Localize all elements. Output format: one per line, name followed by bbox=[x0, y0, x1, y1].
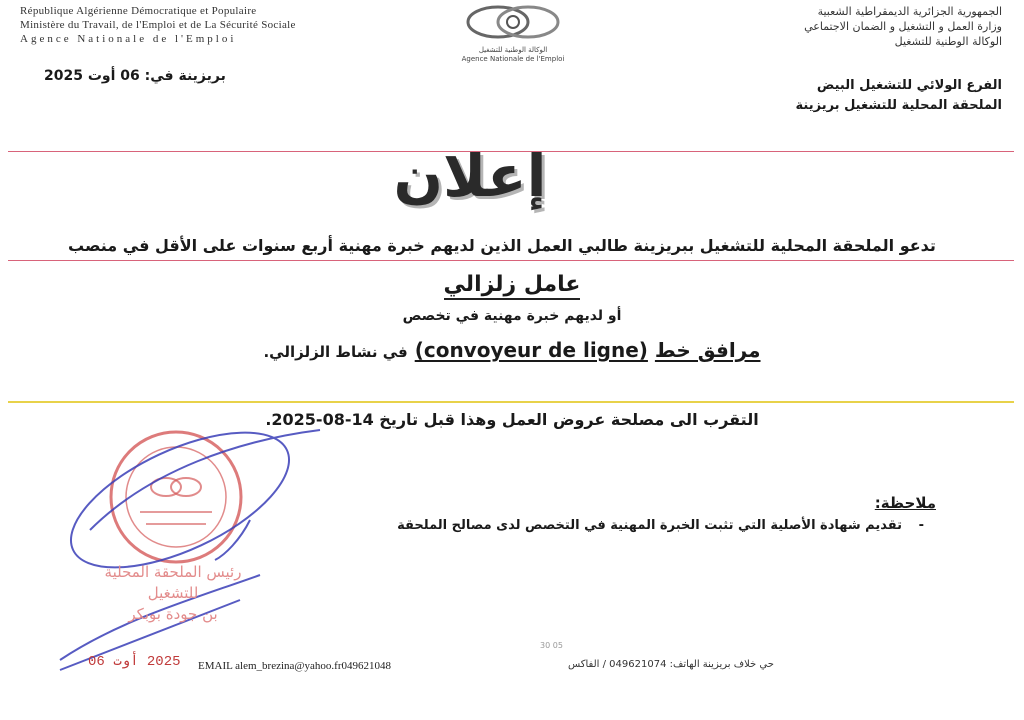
signatory-block bbox=[98, 562, 248, 625]
header-ar-republic: الجمهورية الجزائرية الديمقراطية الشعبية bbox=[817, 5, 1002, 18]
branch-line-2: الملحقة المحلية للتشغيل بريزينة bbox=[795, 98, 1002, 113]
header-fr-republic: République Algérienne Démocratique et Populaire bbox=[20, 5, 257, 17]
handwritten-signature bbox=[52, 405, 320, 670]
application-deadline: التقرب الى مصلحة عروض العمل وهذا قبل تاريخ 14-08-2025. bbox=[265, 410, 759, 429]
header-fr-ministry: Ministère du Travail, de l'Emploi et de La Sécurité Sociale bbox=[20, 19, 296, 31]
footer-stamp-code: 30 05 bbox=[540, 641, 563, 650]
footer-address-phones: حي خلاف بريزينة الهاتف: 049621074 / الفاكس bbox=[568, 659, 774, 670]
branch-line-1: الفرع الولائي للتشغيل البيض bbox=[816, 78, 1002, 93]
specialty-ar: مرافق خط bbox=[654, 338, 761, 362]
logo-text-ar: الوكالة الوطنية للتشغيل bbox=[478, 46, 548, 54]
signatory-office: للتشغيل bbox=[147, 584, 199, 602]
note-bullet: - bbox=[918, 518, 924, 533]
stamp-date: 2025 أوت 06 bbox=[88, 654, 181, 670]
signatory-title: رئيس الملحقة المحلية bbox=[104, 563, 242, 581]
date-line: بريزينة في: 06 أوت 2025 bbox=[44, 68, 226, 84]
invitation-text: تدعو الملحقة المحلية للتشغيل ببريزينة طالبي العمل الذين لديهم خبرة مهنية أربع سنوات على الأقل في منصب bbox=[68, 236, 936, 255]
header-ar-ministry: وزارة العمل و التشغيل و الضمان الاجتماعي bbox=[804, 20, 1002, 33]
job-title-text: عامل زلزالي bbox=[444, 272, 581, 300]
specialty-fr: (convoyeur de ligne) bbox=[414, 338, 648, 362]
announcement-title: إعلان bbox=[393, 142, 547, 210]
alternative-experience: أو لديهم خبرة مهنية في تخصص bbox=[402, 308, 622, 324]
specialty-activity: في نشاط الزلزالي. bbox=[263, 343, 408, 361]
note-item: تقديم شهادة الأصلية التي تثبت الخبرة المهنية في التخصص لدى مصالح الملحقة bbox=[397, 518, 902, 533]
note-heading: ملاحظة: bbox=[874, 494, 936, 512]
logo-text-fr: Agence Nationale de l'Emploi bbox=[461, 55, 565, 63]
footer-email: EMAIL alem_brezina@yahoo.fr049621048 bbox=[198, 660, 391, 672]
header-fr-agency: Agence Nationale de l'Emploi bbox=[20, 33, 237, 45]
header-ar-agency: الوكالة الوطنية للتشغيل bbox=[894, 35, 1002, 48]
signatory-name: بن جودة بوبكر bbox=[128, 605, 218, 623]
